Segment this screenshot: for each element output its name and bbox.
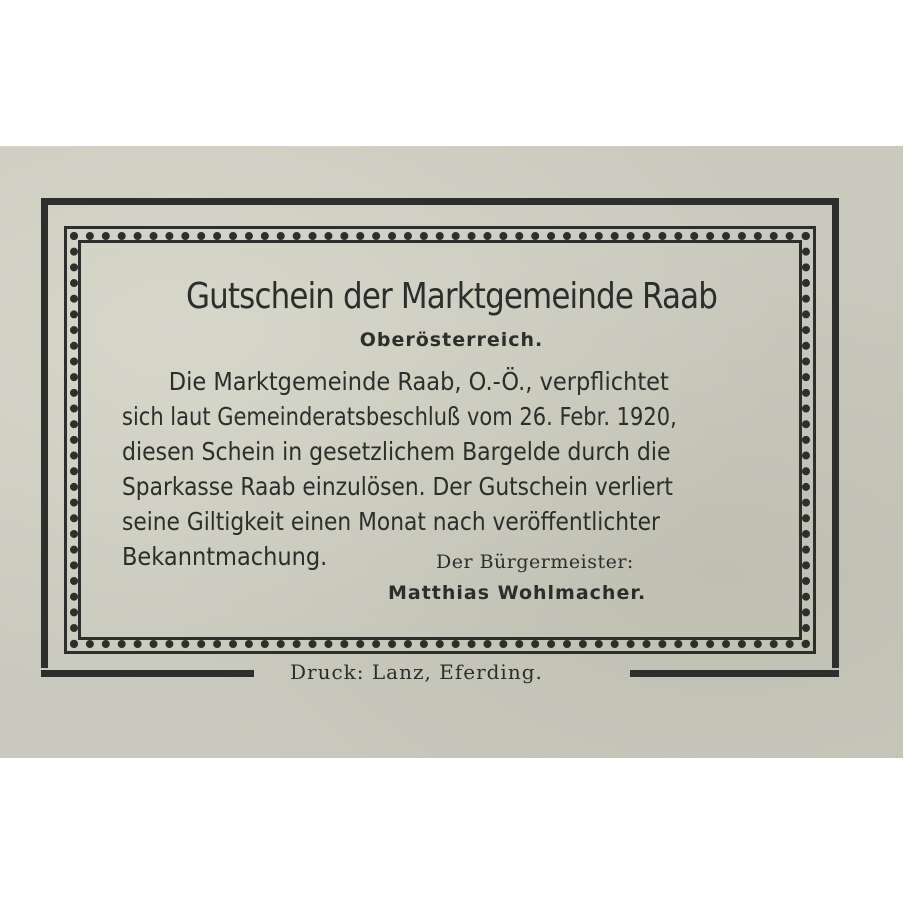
signer-name: Matthias Wohlmacher. (388, 582, 647, 604)
voucher-subtitle: Oberösterreich. (359, 329, 544, 351)
body-line: sich laut Gemeinderatsbeschluß vom 26. Febr. 1920, (122, 402, 677, 431)
bottom-rule-left (41, 670, 254, 677)
body-line: diesen Schein in gesetzlichem Bargelde durch die (122, 437, 671, 466)
body-line: Bekanntmachung. (122, 542, 328, 571)
voucher-title: Gutschein der Marktgemeinde Raab (186, 276, 717, 317)
printer-imprint: Druck: Lanz, Eferding. (290, 660, 543, 684)
signer-role: Der Bürgermeister: (436, 551, 634, 573)
body-line: seine Giltigkeit einen Monat nach veröffentlichter (122, 507, 660, 536)
body-line: Die Marktgemeinde Raab, O.-Ö., verpflichtet (168, 367, 669, 396)
body-line: Sparkasse Raab einzulösen. Der Gutschein verliert (122, 472, 673, 501)
voucher-note (0, 146, 903, 758)
bottom-rule-right (630, 670, 839, 677)
voucher-body (122, 364, 765, 574)
